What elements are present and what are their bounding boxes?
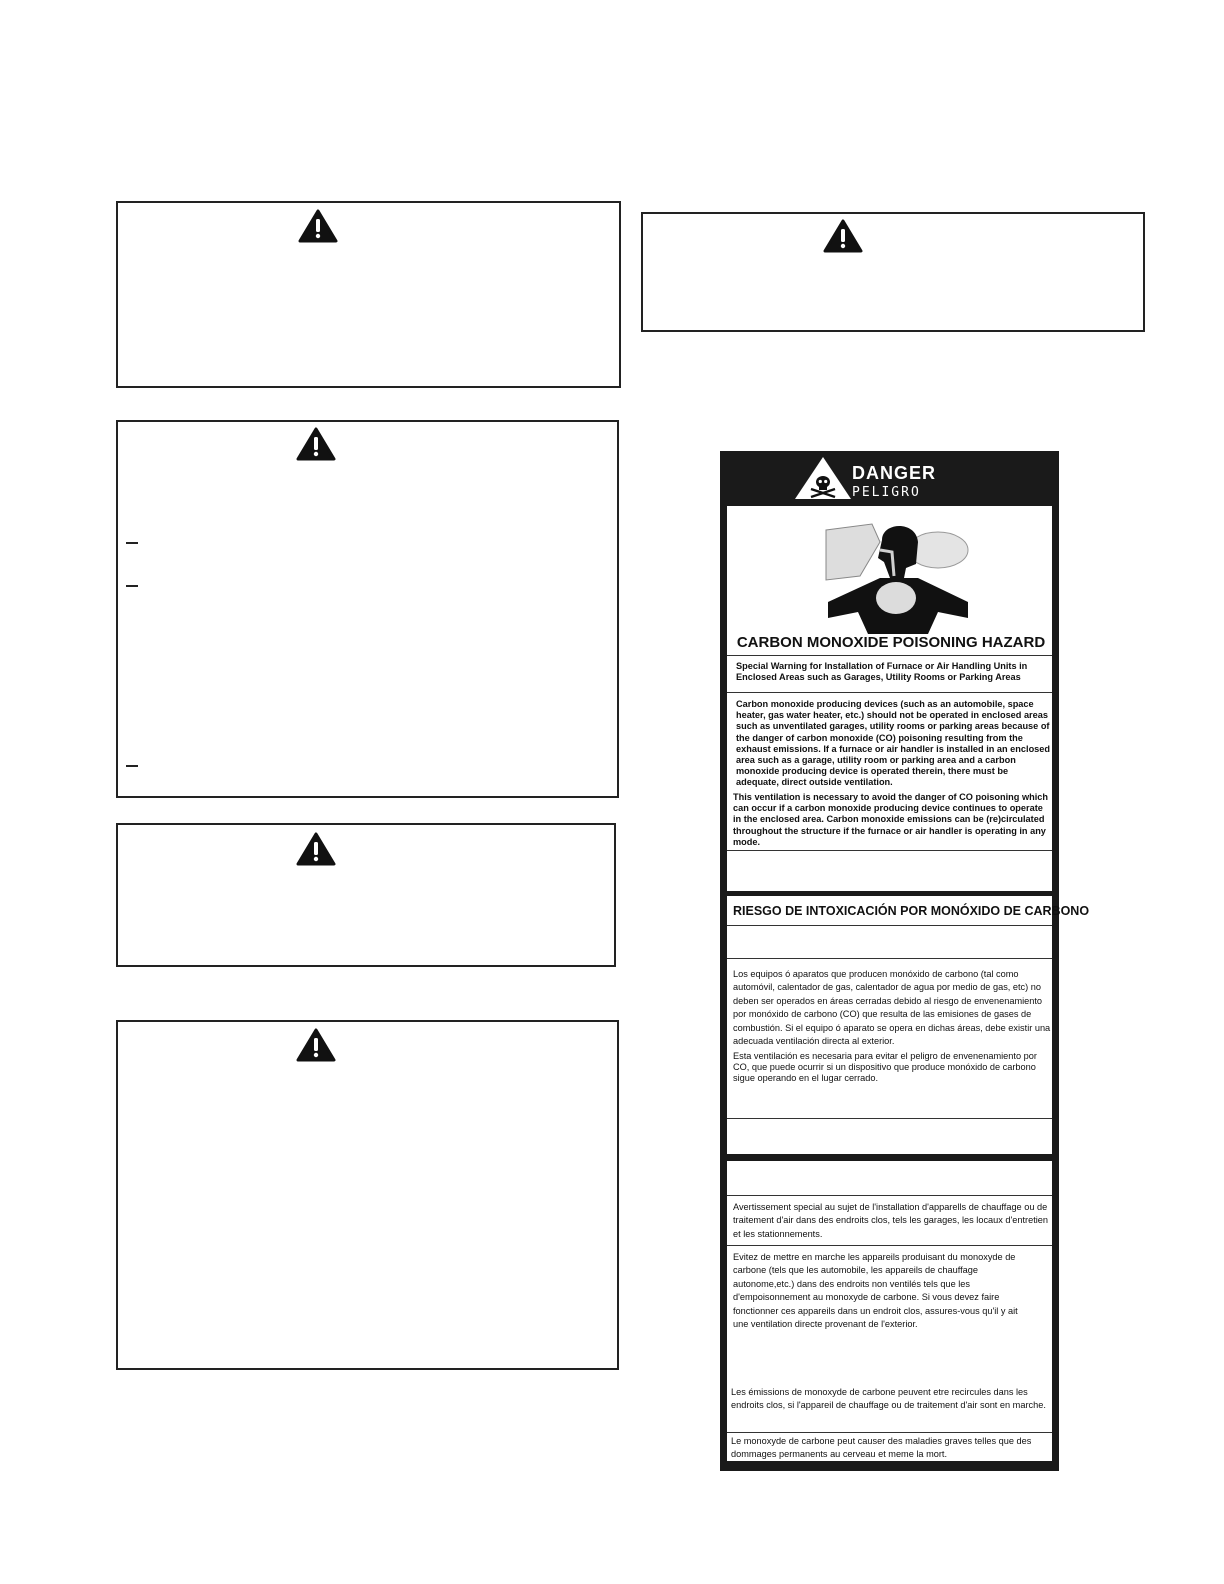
label-title-english: CARBON MONOXIDE POISONING HAZARD	[736, 634, 1046, 651]
label-divider	[727, 1245, 1052, 1246]
warning-box-3	[116, 823, 616, 967]
warning-box-1	[116, 201, 621, 388]
label-special-warning-french: Avertissement special au sujet de l'installation d'apparells de chauffage ou de traitement d'air dans des endroits clos, tels les garages, les locaux d'entretien et les stationnements.	[733, 1202, 1049, 1239]
list-dash	[126, 585, 138, 587]
label-divider	[727, 925, 1052, 926]
label-danger-word: DANGER	[852, 463, 937, 483]
label-divider	[727, 1118, 1052, 1119]
warning-triangle-icon	[823, 219, 863, 253]
label-divider	[727, 958, 1052, 959]
list-dash	[126, 542, 138, 544]
label-panel-spanish	[727, 896, 1090, 1154]
label-special-warning-english: Special Warning for Installation of Furnace or Air Handling Units in Enclosed Areas such as Garages, Utility Rooms or Parking Areas	[736, 661, 1028, 683]
co-inhalation-pictogram	[820, 522, 980, 634]
warning-triangle-icon	[296, 832, 336, 866]
label-paragraph-french-1: Evitez de mettre en marche les appareils produisant du monoxyde de carbone (tels que les automobile, les appareils de chauffage autonome,etc.) dans des endroits non ventilés tels que les d'empoisonnement au monoxyde de carbone. Si vous devez faire fonctionner ces appareils dans un endroit clos, assures-vous qu'il y ait une ventilation directe provenant de l'exterior.	[733, 1252, 1018, 1330]
label-paragraph-french-3: Le monoxyde de carbone peut causer des maladies graves telles que des dommages permanents au cerveau et meme la mort.	[731, 1436, 1032, 1460]
label-paragraph-english-1: Carbon monoxide producing devices (such as an automobile, space heater, gas water heater, etc.) should not be operated in enclosed areas such as unventilated garages, utility rooms or parking areas because of the danger of carbon monoxide (CO) poisoning resulting from the exhaust emissions. If a furnace or air handler is installed in an enclosed area such as a garage, utility room or parking area and a carbon monoxide producing device is operated therein, there must be adequate, direct outside ventilation.	[736, 699, 1051, 788]
label-divider	[727, 692, 1052, 693]
warning-box-5	[641, 212, 1145, 332]
warning-triangle-icon	[296, 427, 336, 461]
carbon-monoxide-danger-label	[720, 451, 1090, 1471]
label-paragraph-english-2: This ventilation is necessary to avoid the danger of CO poisoning which can occur if a carbon monoxide producing device continues to operate in the enclosed area. Carbon monoxide emissions can be (re)circulated throughout the structure if the furnace or air handler is operating in any mode.	[733, 792, 1048, 847]
warning-box-4	[116, 1020, 619, 1370]
warning-triangle-icon	[296, 1028, 336, 1062]
label-paragraph-french-2: Les émissions de monoxyde de carbone peuvent etre recircules dans les endroits clos, si l'appareil de chauffage ou de traitement d'air sont en marche.	[731, 1387, 1046, 1411]
label-divider	[727, 850, 1052, 851]
label-peligro-word: PELIGRO	[852, 485, 921, 500]
label-paragraph-spanish-2: Esta ventilación es necesaria para evitar el peligro de envenenamiento por CO, que puede ocurrir si un dispositivo que produce monóxido de carbono sigue operando en el lugar cerrado.	[733, 1051, 1037, 1084]
warning-box-2	[116, 420, 619, 798]
label-panel-english	[727, 506, 1052, 891]
skull-crossbones-icon	[793, 455, 853, 501]
label-paragraph-spanish-1: Los equipos ó aparatos que producen monóxido de carbono (tal como automóvil, calentador de gas, calentador de agua por medio de gas, etc) no deben ser operados en áreas cerradas debido al riesgo de envenenamiento por monóxido de carbono (CO) que resulta de las emisiones de gases de combustión. Si el equipo ó aparato se opera en dichas áreas, debe existir una adecuada ventilación directa al exterior.	[733, 969, 1051, 1047]
warning-triangle-icon	[298, 209, 338, 243]
label-divider	[727, 1432, 1052, 1433]
label-divider	[727, 1195, 1052, 1196]
label-panel-french	[727, 1161, 1052, 1461]
label-divider	[727, 655, 1052, 656]
label-header	[720, 451, 1059, 505]
list-dash	[126, 765, 138, 767]
label-title-spanish: RIESGO DE INTOXICACIÓN POR MONÓXIDO DE CARBONO	[733, 904, 1090, 918]
